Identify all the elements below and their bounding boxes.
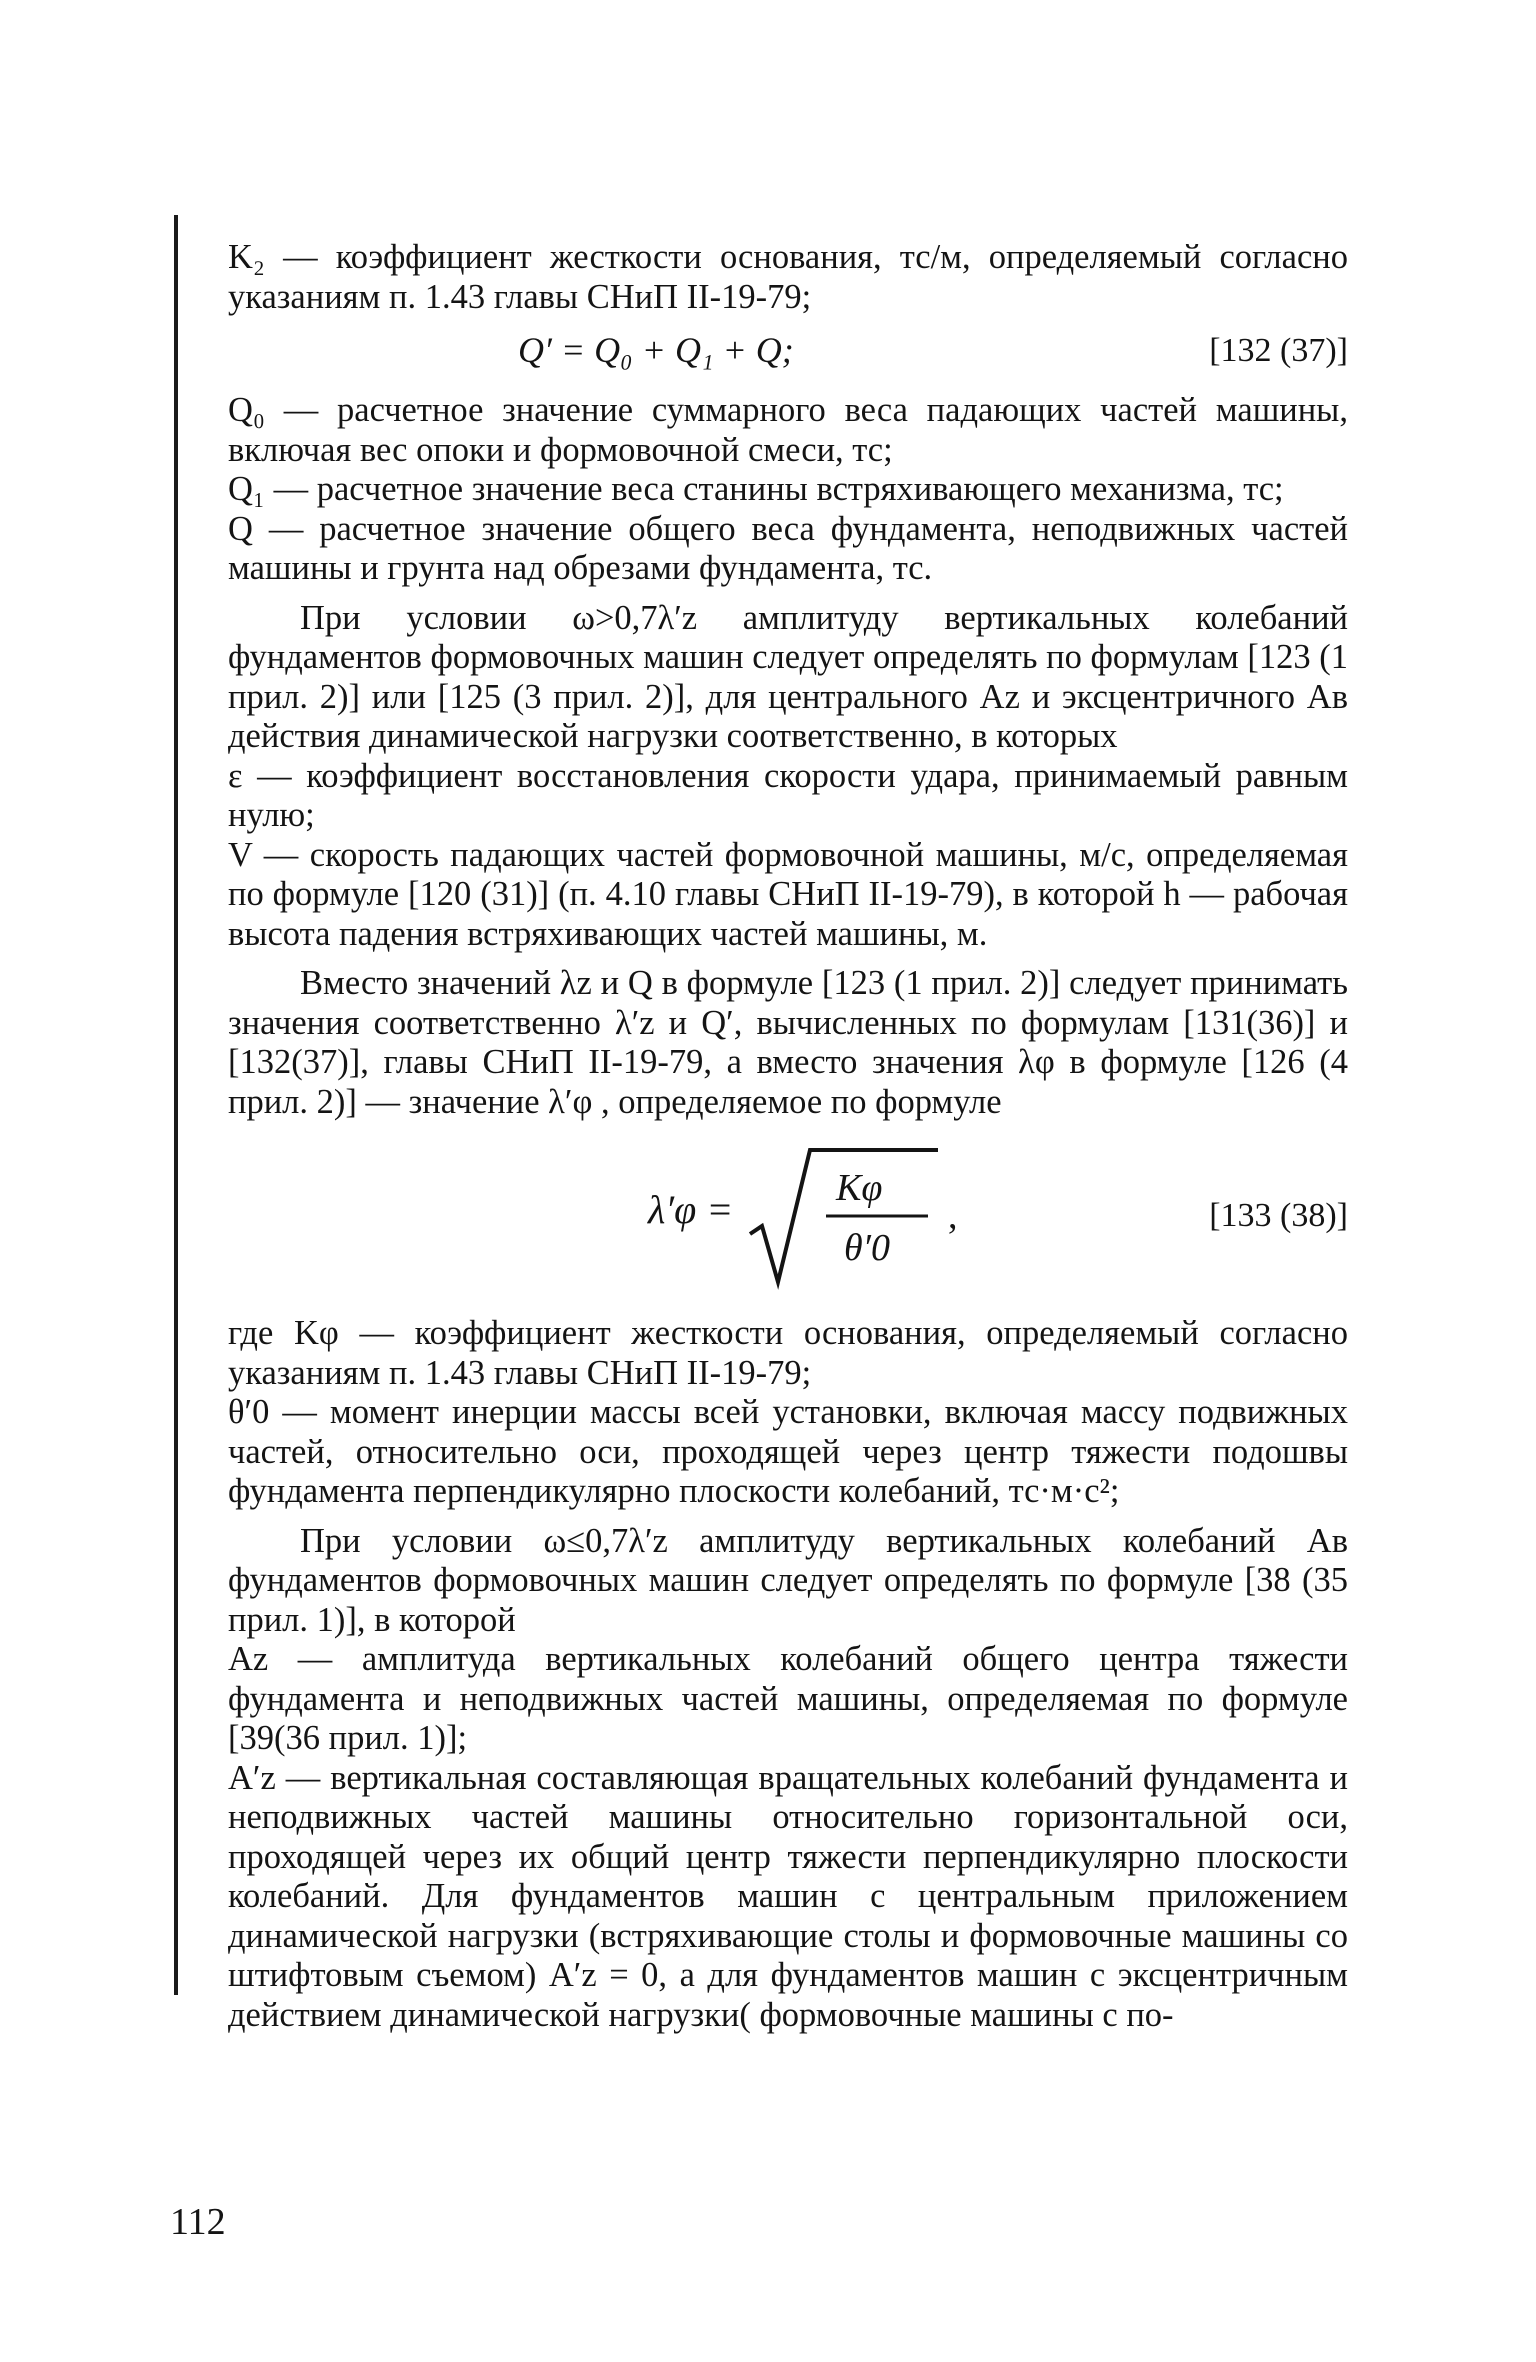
paragraph-condition-2: При условии ω≤0,7λ′z амплитуду вертикальных колебаний Aв фундаментов формовочных машин следует определять по формуле [38 (35 прил. 1)], в которой <box>228 1521 1348 1639</box>
formula-133-tail: , <box>948 1195 958 1237</box>
definition-q0: Q₀ — расчетное значение суммарного веса падающих частей машины, включая вес опоки и формовочной смеси, тс; <box>228 391 1348 469</box>
paragraph-condition-1: При условии ω>0,7λ′z амплитуду вертикальных колебаний фундаментов формовочных машин следует определять по формулам [123 (1 прил. 2)] или [125 (3 прил. 2)], для центрального Az и эксцентричного Aв действия динамической нагрузки соответственно, в которых <box>228 598 1348 755</box>
square-root-fraction <box>748 1142 988 1292</box>
formula-133-lhs: λ′φ = <box>648 1187 734 1232</box>
definition-v: V — скорость падающих частей формовочной машины, м/с, определяемая по формуле [120 (31)] (п. 4.10 главы СНиП II-19-79), в которой h — рабочая высота падения встряхивающих частей машины, м. <box>228 835 1348 953</box>
page-body <box>228 238 1348 2035</box>
margin-rule <box>174 215 178 1995</box>
page-number: 112 <box>170 2201 226 2243</box>
formula-133-denominator: θ′0 <box>844 1227 890 1269</box>
formula-132 <box>228 325 1348 379</box>
definition-theta: θ′0 — момент инерции массы всей установки, включая массу подвижных частей, относительно оси, проходящей через центр тяжести подошвы фундамента перпендикулярно плоскости колебаний, тс·м·с²; <box>228 1393 1348 1510</box>
definition-az: Az — амплитуда вертикальных колебаний общего центра тяжести фундамента и неподвижных частей машины, определяемая по формуле [39(36 прил. 1)]; <box>228 1640 1348 1757</box>
formula-133 <box>228 1142 1348 1292</box>
formula-133-number: [133 (38)] <box>1209 1197 1348 1234</box>
formula-133-numerator: Kφ <box>836 1167 883 1209</box>
definition-epsilon: ε — коэффициент восстановления скорости удара, принимаемый равным нулю; <box>228 756 1348 834</box>
formula-132-number: [132 (37)] <box>1209 332 1348 369</box>
formula-132-expression: Q′ = Q₀ + Q₁ + Q; <box>518 330 794 370</box>
definition-az-prime: A′z — вертикальная составляющая вращательных колебаний фундамента и неподвижных частей машины относительно горизонтальной оси, проходящей через их общий центр тяжести перпендикулярно плоскости колебаний. Для фундаментов машин с центральным приложением динамической нагрузки (встряхивающие столы и формовочные машины со штифтовым съемом) A′z = 0, а для фундаментов машин с эксцентричным действием динамической нагрузки( формовочные машины с по- <box>228 1758 1348 2034</box>
definition-kz: K₂ — коэффициент жесткости основания, тс/м, определяемый согласно указаниям п. 1.43 главы СНиП II-19-79; <box>228 238 1348 316</box>
definition-q: Q — расчетное значение общего веса фундамента, неподвижных частей машины и грунта над обрезами фундамента, тс. <box>228 509 1348 587</box>
paragraph-substitution: Вместо значений λz и Q в формуле [123 (1 прил. 2)] следует принимать значения соответственно λ′z и Q′, вычисленных по формулам [131(36)] и [132(37)], главы СНиП II-19-79, а вместо значения λφ в формуле [126 (4 прил. 2)] — значение λ′φ , определяемое по формуле <box>228 964 1348 1121</box>
definition-kphi: где Kφ — коэффициент жесткости основания, определяемый согласно указаниям п. 1.43 главы СНиП II-19-79; <box>228 1314 1348 1392</box>
definition-q1: Q₁ — расчетное значение веса станины встряхивающего механизма, тс; <box>228 470 1284 508</box>
